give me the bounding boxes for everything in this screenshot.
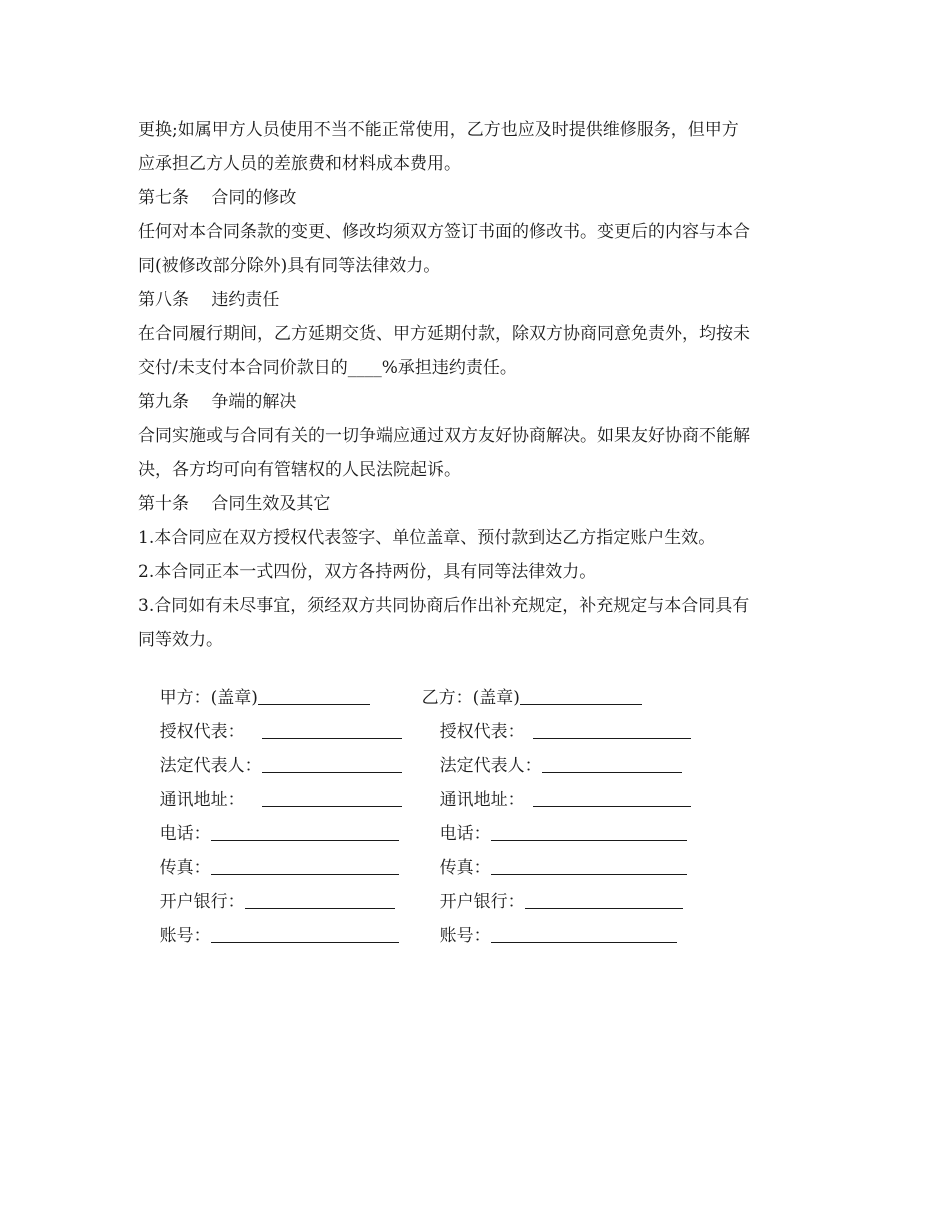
clause-item: 1.本合同应在双方授权代表签字、单位盖章、预付款到达乙方指定账户生效。 [138, 528, 716, 548]
party-a-fax-label: 传真： [159, 858, 211, 878]
paragraph-line: 任何对本合同条款的变更、修改均须双方签订书面的修改书。变更后的内容与本合 [138, 222, 750, 242]
party-a-legal-field [138, 730, 402, 776]
party-b-account-label: 账号： [439, 926, 491, 946]
party-b-fax-field [418, 832, 687, 878]
party-b-seal-label: 乙方：(盖章) [421, 688, 520, 708]
blank-line [491, 924, 677, 943]
party-a-fax-field [138, 832, 399, 878]
party-a-phone-field [138, 798, 399, 844]
paragraph-line: 交付/未支付本合同价款日的____%承担违约责任。 [138, 358, 517, 378]
party-b-rep-label: 授权代表： [439, 722, 525, 742]
paragraph-line: 在合同履行期间，乙方延期交货、甲方延期付款，除双方协商同意免责外，均按未 [138, 324, 750, 344]
paragraph-line: 同等效力。 [138, 630, 223, 650]
party-b-legal-label: 法定代表人： [439, 756, 542, 776]
paragraph-line: 决，各方均可向有管辖权的人民法院起诉。 [138, 460, 461, 480]
party-b-address-field [418, 764, 691, 810]
party-b-fax-label: 传真： [439, 858, 491, 878]
paragraph-line: 更换;如属甲方人员使用不当不能正常使用，乙方也应及时提供维修服务，但甲方 [138, 120, 739, 140]
party-a-account-field [138, 900, 399, 946]
section-heading-8: 第八条 违约责任 [138, 290, 280, 310]
party-b-bank-field [418, 866, 683, 912]
party-b-seal-field [400, 662, 642, 708]
party-a-seal-label: 甲方：(盖章) [159, 688, 258, 708]
party-b-account-field [418, 900, 677, 946]
party-a-rep-field [138, 696, 402, 742]
paragraph-line: 应承担乙方人员的差旅费和材料成本费用。 [138, 154, 461, 174]
section-heading-9: 第九条 争端的解决 [138, 392, 297, 412]
party-b-phone-field [418, 798, 687, 844]
party-a-phone-label: 电话： [159, 824, 211, 844]
party-b-phone-label: 电话： [439, 824, 491, 844]
party-b-address-label: 通讯地址： [439, 790, 525, 810]
party-b-bank-label: 开户银行： [439, 892, 525, 912]
section-heading-10: 第十条 合同生效及其它 [138, 494, 331, 514]
clause-item: 3.合同如有未尽事宜，须经双方共同协商后作出补充规定，补充规定与本合同具有 [138, 596, 750, 616]
blank-line [211, 924, 399, 943]
party-b-legal-field [418, 730, 682, 776]
party-a-seal-field [138, 662, 370, 708]
paragraph-line: 同(被修改部分除外)具有同等法律效力。 [138, 256, 441, 276]
party-a-address-label: 通讯地址： [159, 790, 245, 810]
party-a-address-field [138, 764, 402, 810]
party-a-account-label: 账号： [159, 926, 211, 946]
party-b-rep-field [418, 696, 691, 742]
party-a-bank-field [138, 866, 395, 912]
section-heading-7: 第七条 合同的修改 [138, 188, 297, 208]
party-a-bank-label: 开户银行： [159, 892, 245, 912]
party-a-legal-label: 法定代表人： [159, 756, 262, 776]
clause-item: 2.本合同正本一式四份，双方各持两份，具有同等法律效力。 [138, 562, 597, 582]
paragraph-line: 合同实施或与合同有关的一切争端应通过双方友好协商解决。如果友好协商不能解 [138, 426, 750, 446]
party-a-rep-label: 授权代表： [159, 722, 245, 742]
